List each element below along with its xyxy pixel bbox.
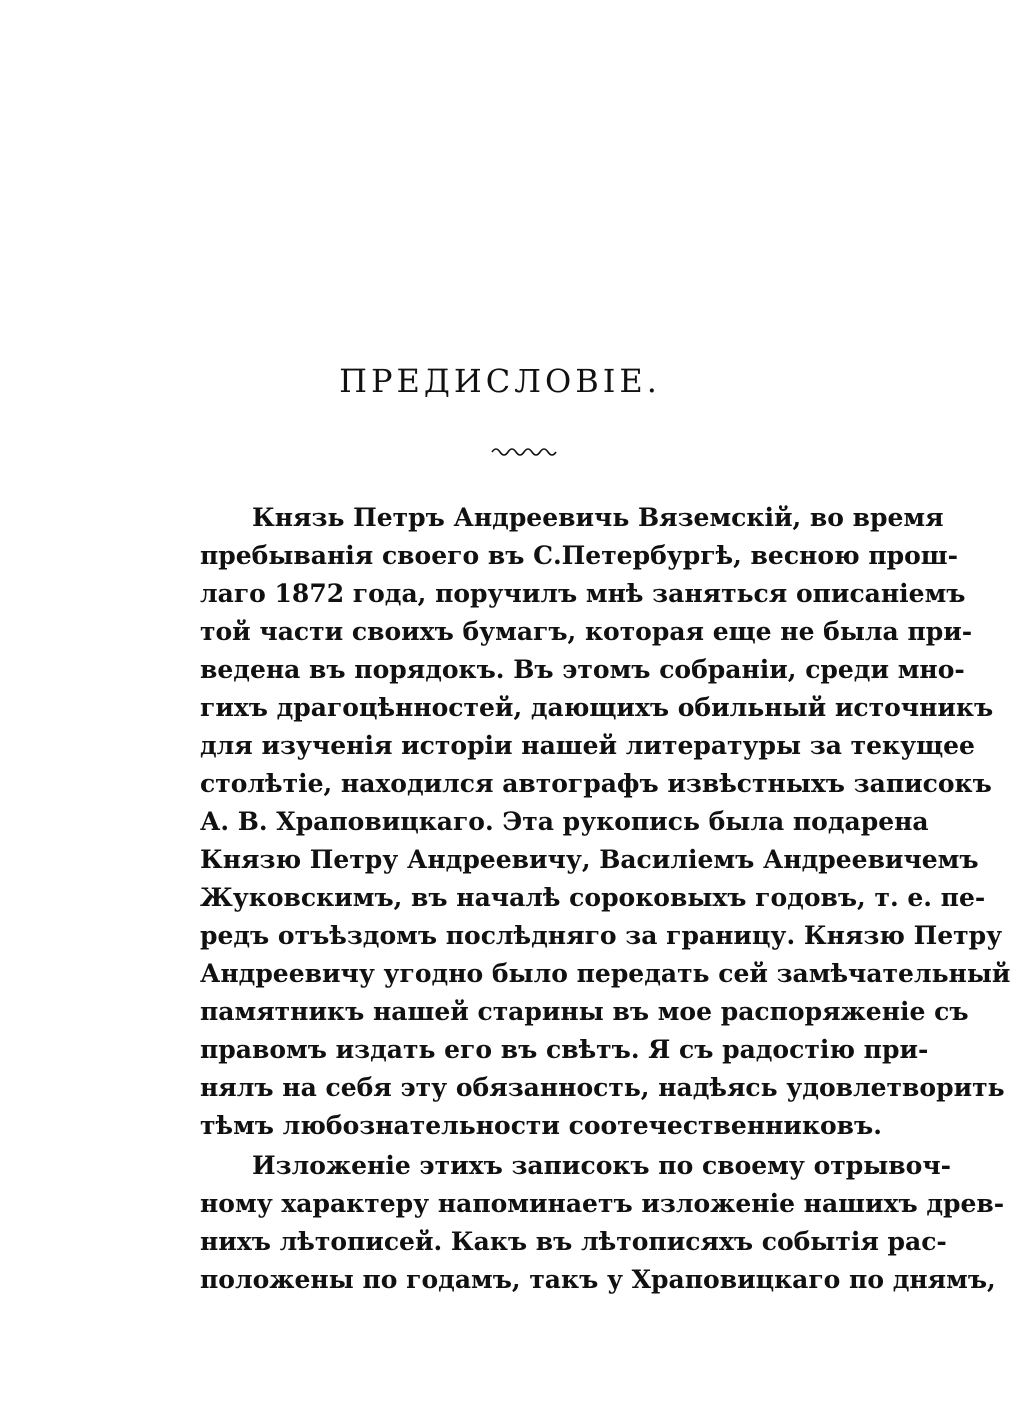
text-line: А. В. Храповицкаго. Эта рукопись была подарена: [200, 807, 929, 836]
text-line: нялъ на себя эту обязанность, надѣясь удовлетворить: [200, 1073, 1005, 1102]
text-line: Жуковскимъ, въ началѣ сороковыхъ годовъ, т. е. пе-: [200, 883, 986, 912]
text-line: Изложеніе этихъ записокъ по своему отрывоч-: [252, 1151, 951, 1180]
text-line: редъ отъѣздомъ послѣдняго за границу. Князю Петру: [200, 921, 1003, 950]
text-line: памятникъ нашей старины въ мое распоряженіе съ: [200, 997, 969, 1026]
page-title: ПРЕДИСЛОВІЕ.: [339, 362, 661, 400]
text-line: той части своихъ бумагъ, которая еще не была при-: [200, 617, 973, 646]
text-line: тѣмъ любознательности соотечественниковъ.: [200, 1111, 882, 1140]
text-line: гихъ драгоцѣнностей, дающихъ обильный источникъ: [200, 693, 994, 722]
text-line: столѣтіе, находился автографъ извѣстныхъ записокъ: [200, 769, 992, 798]
text-line: для изученія исторіи нашей литературы за текущее: [200, 731, 975, 760]
text-line: Андреевичу угодно было передать сей замѣчательный: [200, 959, 1010, 988]
text-line: ведена въ порядокъ. Въ этомъ собраніи, среди мно-: [200, 655, 965, 684]
text-line: ному характеру напоминаетъ изложеніе нашихъ древ-: [200, 1189, 1005, 1218]
text-line: положены по годамъ, такъ у Храповицкаго по днямъ,: [200, 1265, 996, 1294]
text-line: Князь Петръ Андреевичь Вяземскій, во время: [252, 503, 944, 532]
text-line: пребыванія своего въ С.Петербургѣ, весною прош-: [200, 541, 959, 570]
wavy-line-ornament-icon: [490, 442, 560, 458]
text-line: лаго 1872 года, поручилъ мнѣ заняться описаніемъ: [200, 579, 966, 608]
text-line: Князю Петру Андреевичу, Василіемъ Андреевичемъ: [200, 845, 979, 874]
text-line: нихъ лѣтописей. Какъ въ лѣтописяхъ событія рас-: [200, 1227, 947, 1256]
text-line: правомъ издать его въ свѣтъ. Я съ радостію при-: [200, 1035, 929, 1064]
